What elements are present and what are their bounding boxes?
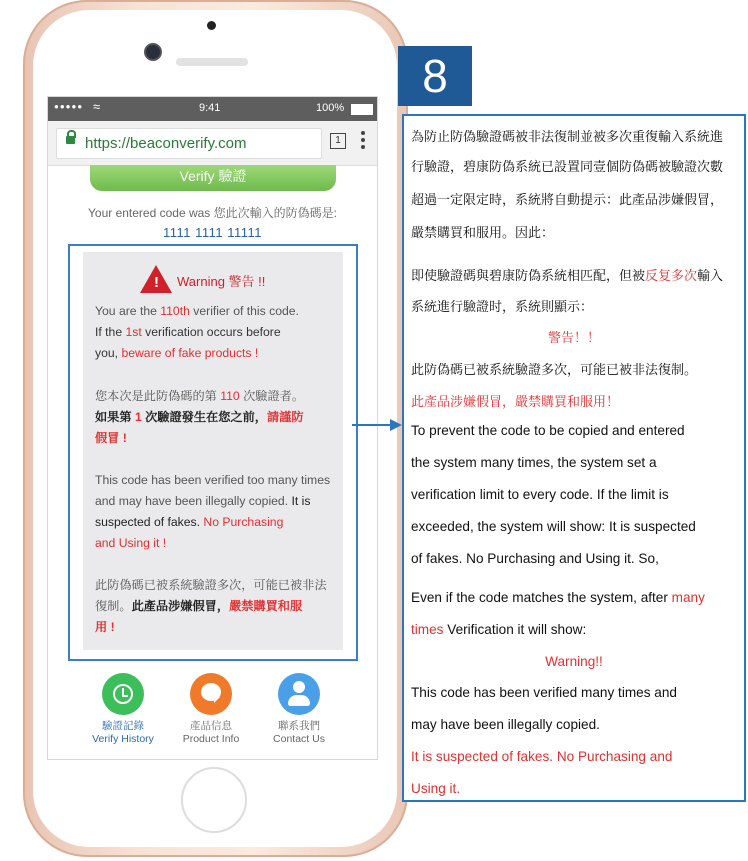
panel-fake-en: Using it. (411, 781, 461, 796)
tab-switcher-button[interactable]: 1 (330, 133, 346, 149)
warning-en-block: You are the 110th verifier of this code. If the 1st verification occurs before you, beware of fake products ! (95, 304, 299, 360)
explanation-panel (402, 114, 746, 802)
nav-verify-history[interactable] (78, 673, 168, 746)
status-bar (48, 97, 377, 121)
panel-text: 即使驗證碼與碧康防偽系統相匹配，但被反复多次輸入 (411, 268, 724, 283)
url-text: https://beaconverify.com (85, 135, 247, 152)
connector-line (352, 424, 392, 426)
warning-copied-en-block: This code has been verified too many times and may have been illegally copied. It is suspected of fakes. No Purchasing and Using it ! (95, 473, 331, 550)
status-time: 9:41 (199, 102, 221, 114)
warning-card: ! Warning 警告 !! You are the 110th verifier of this code. If the 1st verification occurs before you, beware of fake products ! 您本次是此防偽碼的第 110 次驗證者。 如果第 1 次驗證發生在您之前，請謹防 假冒 ! This code has been verified too many times and may have been illegally copied. It is suspected of fakes. No Purchasing and Using it ! 此防偽碼已被系統驗證多次，可能已被非法 復制。此產品涉嫌假冒，嚴禁購買和服 用 ! (83, 252, 343, 650)
panel-text: times Verification it will show: (411, 622, 587, 637)
front-camera (146, 45, 160, 59)
panel-text: verification limit to every code. If the limit is (411, 487, 669, 502)
panel-text: may have been illegally copied. (411, 717, 600, 732)
panel-text: Even if the code matches the system, after many (411, 590, 705, 605)
nav-label: 產品信息 Product Info (182, 720, 240, 745)
panel-text: of fakes. No Purchasing and Using it. So, (411, 551, 659, 566)
battery-percent: 100% (316, 102, 345, 114)
panel-text: the system many times, the system set a (411, 455, 657, 470)
entered-code-label: Your entered code was 您此次輸入的防偽碼是: (88, 206, 337, 220)
panel-text: This code has been verified many times and (411, 685, 677, 700)
panel-text: 嚴禁購買和服用。因此： (411, 225, 555, 240)
bottom-navigation (48, 669, 377, 759)
nav-label: 聯系我們 Contact Us (273, 720, 325, 745)
panel-text: 為防止防偽驗證碼被非法復制並被多次重復輸入系統進 (411, 129, 724, 144)
panel-text: 超過一定限定時，系統將自動提示：此產品涉嫌假冒， (411, 192, 724, 207)
browser-toolbar (48, 121, 377, 166)
clock-icon (102, 673, 144, 715)
panel-text: 行驗證，碧康防偽系統已設置同壹個防偽碼被驗證次數 (411, 159, 724, 174)
verify-button[interactable]: Verify 驗證 (90, 165, 336, 191)
nav-label: 驗證記錄 Verify History (92, 720, 154, 745)
panel-text: To prevent the code to be copied and entered (411, 423, 685, 438)
more-menu-icon[interactable] (361, 131, 365, 152)
warning-cn-block: 您本次是此防偽碼的第 110 次驗證者。 如果第 1 次驗證發生在您之前，請謹防 假冒 ! (95, 389, 305, 445)
step-number-badge: 8 (398, 46, 472, 106)
chat-icon (190, 673, 232, 715)
warning-copied-cn-block: 此防偽碼已被系統驗證多次，可能已被非法 復制。此產品涉嫌假冒，嚴禁購買和服 用 ! (95, 578, 327, 634)
lock-icon (66, 136, 75, 144)
entered-code-value: 1111 1111 11111 (162, 225, 263, 240)
battery-icon (351, 104, 373, 115)
nav-contact-us[interactable] (254, 673, 344, 746)
warning-title: Warning 警告 !! (177, 274, 266, 289)
signal-indicator: ●●●●● (54, 102, 84, 111)
nav-product-info[interactable] (166, 673, 256, 746)
home-button[interactable] (181, 767, 247, 833)
panel-fake-en: It is suspected of fakes. No Purchasing and (411, 749, 673, 764)
panel-fake-cn: 此產品涉嫌假冒，嚴禁購買和服用！ (411, 394, 620, 409)
earpiece-speaker (176, 58, 248, 66)
url-field[interactable] (56, 128, 322, 159)
warning-highlight-frame (68, 244, 358, 661)
proximity-sensor (207, 21, 216, 30)
person-icon (278, 673, 320, 715)
wifi-icon: ≈ (93, 99, 101, 114)
panel-text: 系統進行驗證时，系統則顯示： (411, 299, 594, 314)
panel-text: 此防偽碼已被系統驗證多次，可能已被非法復制。 (411, 362, 698, 377)
arrow-right-icon (390, 419, 402, 431)
panel-warning-en: Warning!! (545, 654, 603, 669)
phone-screen (47, 96, 378, 760)
panel-text: exceeded, the system will show: It is suspected (411, 519, 696, 534)
panel-warning-cn: 警告！！ (547, 330, 600, 345)
